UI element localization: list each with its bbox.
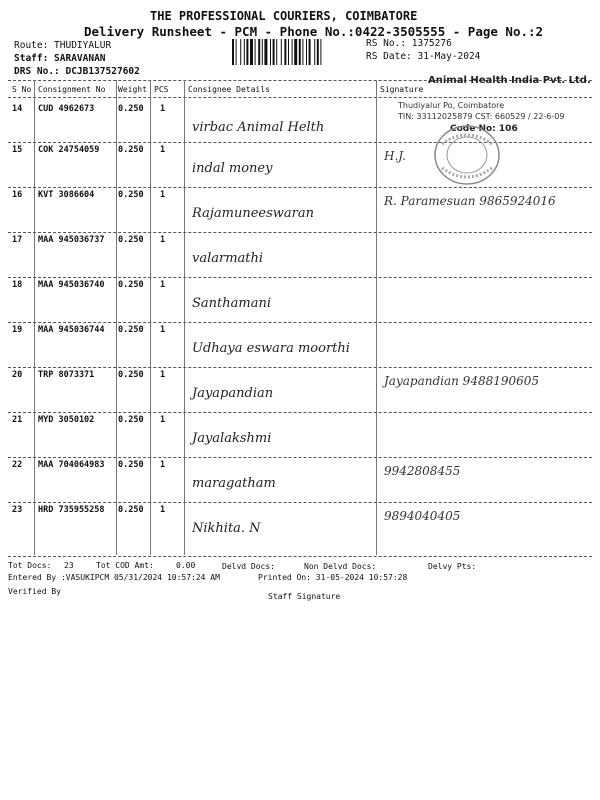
col-signature: Signature: [380, 85, 424, 94]
footer-rule: [8, 556, 592, 557]
row-consignee-handwritten: Jayapandian: [192, 386, 274, 401]
col-consignment: Consignment No: [38, 85, 106, 94]
row-separator: [8, 367, 592, 368]
row-weight: 0.250: [118, 280, 144, 290]
delvd-docs-label: Delvd Docs:: [222, 562, 275, 571]
row-weight: 0.250: [118, 460, 144, 470]
row-separator: [8, 187, 592, 188]
row-sno: 17: [12, 235, 23, 245]
row-consignee-handwritten: indal money: [192, 161, 273, 176]
row-pcs: 1: [160, 145, 166, 155]
row-sno: 14: [12, 104, 23, 114]
route-label: Route: THUDIYALUR: [14, 40, 112, 51]
row-signature-handwritten: 9894040405: [384, 509, 461, 523]
runsheet-title: Delivery Runsheet - PCM - Phone No.:0422-3505555 - Page No.:2: [84, 24, 544, 39]
row-consignee-handwritten: Jayalakshmi: [192, 431, 272, 446]
row-weight: 0.250: [118, 190, 144, 200]
row-sno: 19: [12, 325, 23, 335]
row-signature-handwritten: Jayapandian 9488190605: [384, 374, 540, 388]
row-consignment-no: MYD 3050102: [38, 415, 95, 425]
row-separator: [8, 457, 592, 458]
row-consignment-no: KVT 3086604: [38, 190, 95, 200]
printed-on: Printed On: 31-05-2024 10:57:28: [258, 573, 408, 582]
row-signature-handwritten: 9942808455: [384, 464, 461, 478]
round-seal-icon: [430, 122, 504, 188]
row-separator: [8, 277, 592, 278]
row-sno: 23: [12, 505, 23, 515]
row-consignment-no: CUD 4962673: [38, 104, 95, 114]
row-separator: [8, 502, 592, 503]
row-consignment-no: TRP 8073371: [38, 370, 95, 380]
row-pcs: 1: [160, 505, 166, 515]
row-pcs: 1: [160, 415, 166, 425]
row-sno: 18: [12, 280, 23, 290]
row-pcs: 1: [160, 460, 166, 470]
row-consignment-no: MAA 704064983: [38, 460, 105, 470]
cod-value: 0.00: [176, 561, 196, 570]
row-weight: 0.250: [118, 145, 144, 155]
col-divider: [184, 80, 185, 555]
col-sno: S No: [12, 85, 32, 94]
stamp-code: Code No: 106: [450, 124, 518, 134]
col-divider: [116, 80, 117, 555]
row-pcs: 1: [160, 325, 166, 335]
row-pcs: 1: [160, 370, 166, 380]
row-consignee-handwritten: valarmathi: [192, 251, 264, 266]
col-divider: [376, 80, 377, 555]
col-consignee: Consignee Details: [188, 85, 270, 94]
row-weight: 0.250: [118, 505, 144, 515]
delvy-pts-label: Delvy Pts:: [428, 562, 477, 571]
col-divider: [34, 80, 35, 555]
row-sno: 16: [12, 190, 23, 200]
row-consignee-handwritten: Udhaya eswara moorthi: [192, 341, 350, 356]
row-consignee-handwritten: Rajamuneeswaran: [192, 206, 314, 221]
row-separator: [8, 412, 592, 413]
row-pcs: 1: [160, 104, 166, 114]
rs-number: RS No.: 1375276: [366, 38, 452, 49]
row-sno: 15: [12, 145, 23, 155]
drs-number: DRS No.: DCJB137527602: [14, 66, 140, 77]
rs-date: RS Date: 31-May-2024: [366, 51, 481, 62]
row-weight: 0.250: [118, 415, 144, 425]
row-signature-handwritten: H.J.: [384, 149, 406, 163]
row-separator: [8, 232, 592, 233]
row-consignment-no: MAA 945036737: [38, 235, 105, 245]
row-consignment-no: HRD 735955258: [38, 505, 105, 515]
col-divider: [150, 80, 151, 555]
row-consignment-no: MAA 945036744: [38, 325, 105, 335]
row-consignee-handwritten: virbac Animal Helth: [192, 120, 325, 135]
row-weight: 0.250: [118, 235, 144, 245]
company-title: THE PROFESSIONAL COURIERS, COIMBATORE: [150, 9, 418, 23]
row-pcs: 1: [160, 190, 166, 200]
row-separator: [8, 142, 592, 143]
cod-label: Tot COD Amt:: [96, 561, 154, 570]
row-consignee-handwritten: Nikhita. N: [192, 521, 261, 536]
row-sno: 22: [12, 460, 23, 470]
tot-docs-value: 23: [64, 561, 74, 570]
row-weight: 0.250: [118, 325, 144, 335]
row-consignment-no: MAA 945036740: [38, 280, 105, 290]
row-pcs: 1: [160, 280, 166, 290]
col-weight: Weight: [118, 85, 147, 94]
row-consignment-no: COK 24754059: [38, 145, 100, 155]
row-consignee-handwritten: Santhamani: [192, 296, 271, 311]
stamp-tin: TIN: 33112025879 CST: 660529 / 22-6-09: [398, 112, 565, 121]
staff-signature-label: Staff Signature: [268, 592, 341, 601]
row-pcs: 1: [160, 235, 166, 245]
row-sno: 20: [12, 370, 23, 380]
verified-by: Verified By: [8, 587, 61, 596]
row-separator: [8, 322, 592, 323]
stamp-address: Thudiyalur Po, Coimbatore: [398, 101, 505, 110]
non-delvd-docs-label: Non Delvd Docs:: [304, 562, 377, 571]
tot-docs-label: Tot Docs:: [8, 561, 52, 570]
staff-label: Staff: SARAVANAN: [14, 53, 106, 64]
row-sno: 21: [12, 415, 23, 425]
row-weight: 0.250: [118, 104, 144, 114]
stamp-company-name: Animal Health India Pvt. Ltd.: [428, 75, 591, 86]
row-signature-handwritten: R. Paramesuan 9865924016: [384, 194, 556, 208]
row-weight: 0.250: [118, 370, 144, 380]
barcode: [232, 39, 362, 65]
entered-by: Entered By :VASUKIPCM 05/31/2024 10:57:24 AM: [8, 573, 220, 582]
col-pcs: PCS: [154, 85, 169, 94]
row-consignee-handwritten: maragatham: [192, 476, 276, 491]
